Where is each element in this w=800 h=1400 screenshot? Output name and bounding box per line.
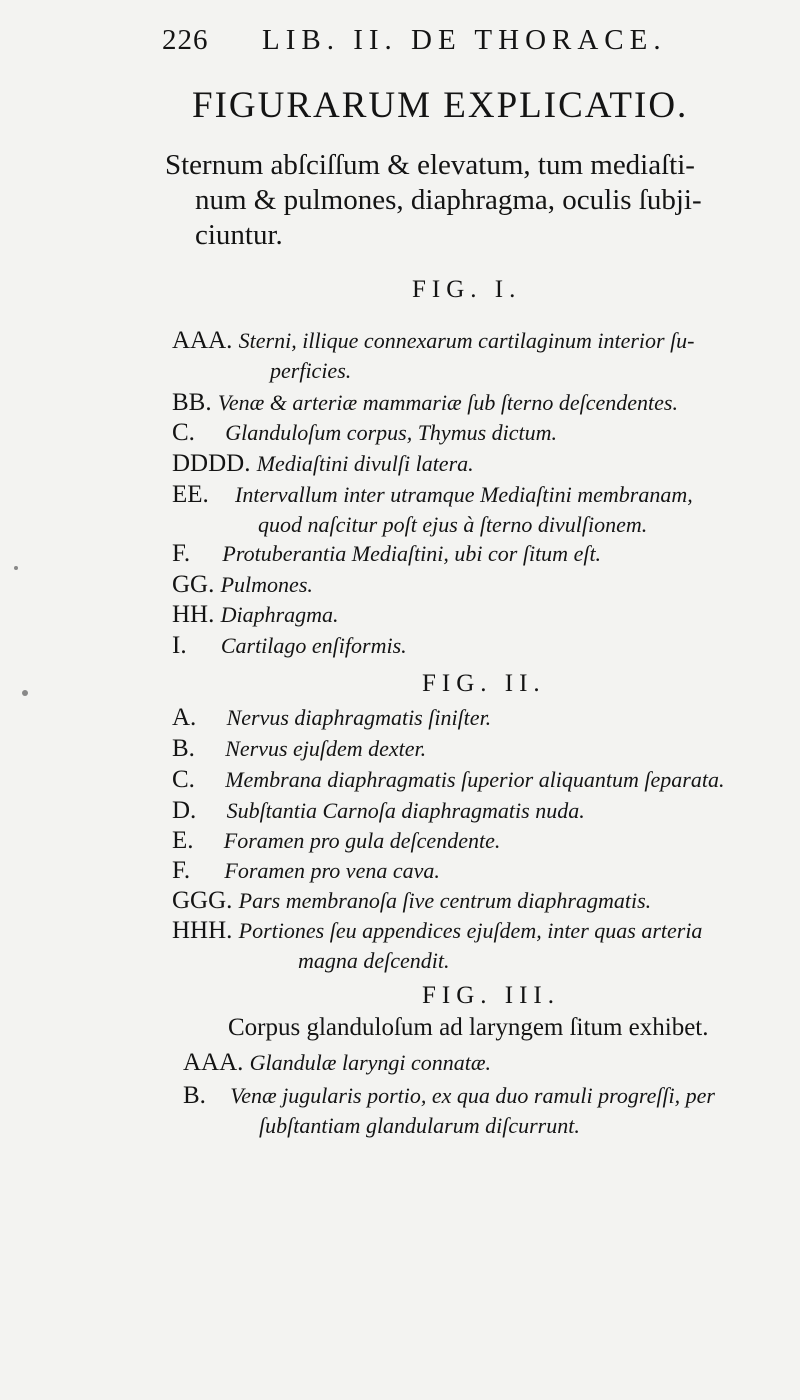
scan-speck	[22, 690, 28, 696]
legend-entry	[172, 449, 790, 479]
entry-text: Cartilago enſiformis.	[220, 633, 407, 658]
legend-entry	[172, 539, 790, 569]
entry-text: Glandulæ laryngi connatæ.	[249, 1050, 492, 1075]
entry-text: Portiones ſeu appendices ejuſdem, inter quas arteria	[238, 918, 703, 943]
running-header	[162, 24, 667, 57]
legend-entry	[172, 418, 790, 448]
legend-entry	[172, 826, 790, 856]
entry-key: HH.	[172, 601, 215, 628]
entry-text: Diaphragma.	[220, 602, 339, 627]
entry-text: Subſtantia Carnoſa diaphragmatis nuda.	[226, 798, 585, 823]
entry-key: EE.	[172, 481, 209, 508]
entry-key: AAA.	[172, 327, 233, 354]
entry-text: Intervallum inter utramque Mediaſtini membranam,	[235, 482, 693, 507]
entry-key: F.	[172, 540, 191, 567]
legend-entry	[172, 734, 790, 764]
entry-key: C.	[172, 419, 195, 446]
entry-text: Sterni, illique connexarum cartilaginum interior ſu-	[238, 328, 695, 353]
fig-1-heading: FIG. I.	[412, 276, 522, 303]
entry-continuation: ſubſtantiam glandularum diſcurrunt.	[259, 1113, 580, 1138]
entry-key: A.	[172, 704, 197, 731]
legend-entry	[172, 796, 790, 826]
page-title: FIGURARUM EXPLICATIO.	[192, 85, 689, 126]
fig-2-heading: FIG. II.	[422, 670, 546, 697]
entry-text: Pulmones.	[220, 572, 313, 597]
intro-paragraph	[165, 148, 775, 253]
entry-text: Protuberantia Mediaſtini, ubi cor ſitum eſt.	[222, 541, 602, 566]
legend-entry	[183, 1081, 790, 1141]
legend-entry	[172, 886, 790, 916]
entry-text: Foramen pro gula deſcendente.	[223, 828, 501, 853]
entry-key: E.	[172, 827, 194, 854]
legend-entry	[172, 703, 790, 733]
fig-3-heading: FIG. III.	[422, 982, 561, 1009]
entry-key: F.	[172, 857, 191, 884]
entry-text: Venæ jugularis portio, ex qua duo ramuli progreſſi, per	[230, 1083, 715, 1108]
legend-entry	[172, 600, 790, 630]
legend-entry	[172, 388, 790, 418]
legend-entry	[183, 1048, 790, 1078]
entry-key: BB.	[172, 389, 212, 416]
entry-text: Mediaſtini divulſi latera.	[256, 451, 474, 476]
legend-entry	[172, 916, 790, 976]
legend-entry	[172, 765, 790, 795]
entry-text: Nervus ejuſdem dexter.	[225, 736, 427, 761]
entry-key: B.	[183, 1082, 206, 1109]
fig-3-caption: Corpus glanduloſum ad laryngem ſitum exhibet.	[228, 1014, 709, 1041]
entry-key: GGG.	[172, 887, 233, 914]
entry-continuation: quod naſcitur poſt ejus à ſterno divulſionem.	[258, 512, 648, 537]
intro-line: ciuntur.	[195, 219, 283, 251]
entry-key: GG.	[172, 571, 215, 598]
entry-key: HHH.	[172, 917, 233, 944]
entry-text: Foramen pro vena cava.	[224, 858, 440, 883]
entry-text: Membrana diaphragmatis ſuperior aliquantum ſeparata.	[225, 767, 725, 792]
entry-key: DDDD.	[172, 450, 251, 477]
legend-entry	[172, 570, 790, 600]
entry-key: I.	[172, 632, 187, 659]
legend-entry	[172, 326, 790, 386]
page-number: 226	[162, 24, 209, 56]
entry-key: AAA.	[183, 1049, 244, 1076]
running-title: LIB. II. DE THORACE.	[262, 24, 667, 56]
intro-line: Sternum abſciſſum & elevatum, tum mediaſti-	[165, 149, 695, 181]
entry-key: C.	[172, 766, 195, 793]
entry-text: Venæ & arteriæ mammariæ ſub ſterno deſcendentes.	[217, 390, 678, 415]
intro-line: num & pulmones, diaphragma, oculis ſubji-	[195, 184, 702, 216]
entry-key: D.	[172, 797, 197, 824]
entry-continuation: magna deſcendit.	[298, 948, 450, 973]
entry-key: B.	[172, 735, 195, 762]
entry-text: Glanduloſum corpus, Thymus dictum.	[225, 420, 558, 445]
legend-entry	[172, 631, 790, 661]
entry-continuation: perficies.	[270, 358, 352, 383]
entry-text: Nervus diaphragmatis ſiniſter.	[226, 705, 492, 730]
scan-speck	[14, 566, 18, 570]
legend-entry	[172, 856, 790, 886]
entry-text: Pars membranoſa ſive centrum diaphragmatis.	[238, 888, 652, 913]
legend-entry	[172, 480, 790, 540]
